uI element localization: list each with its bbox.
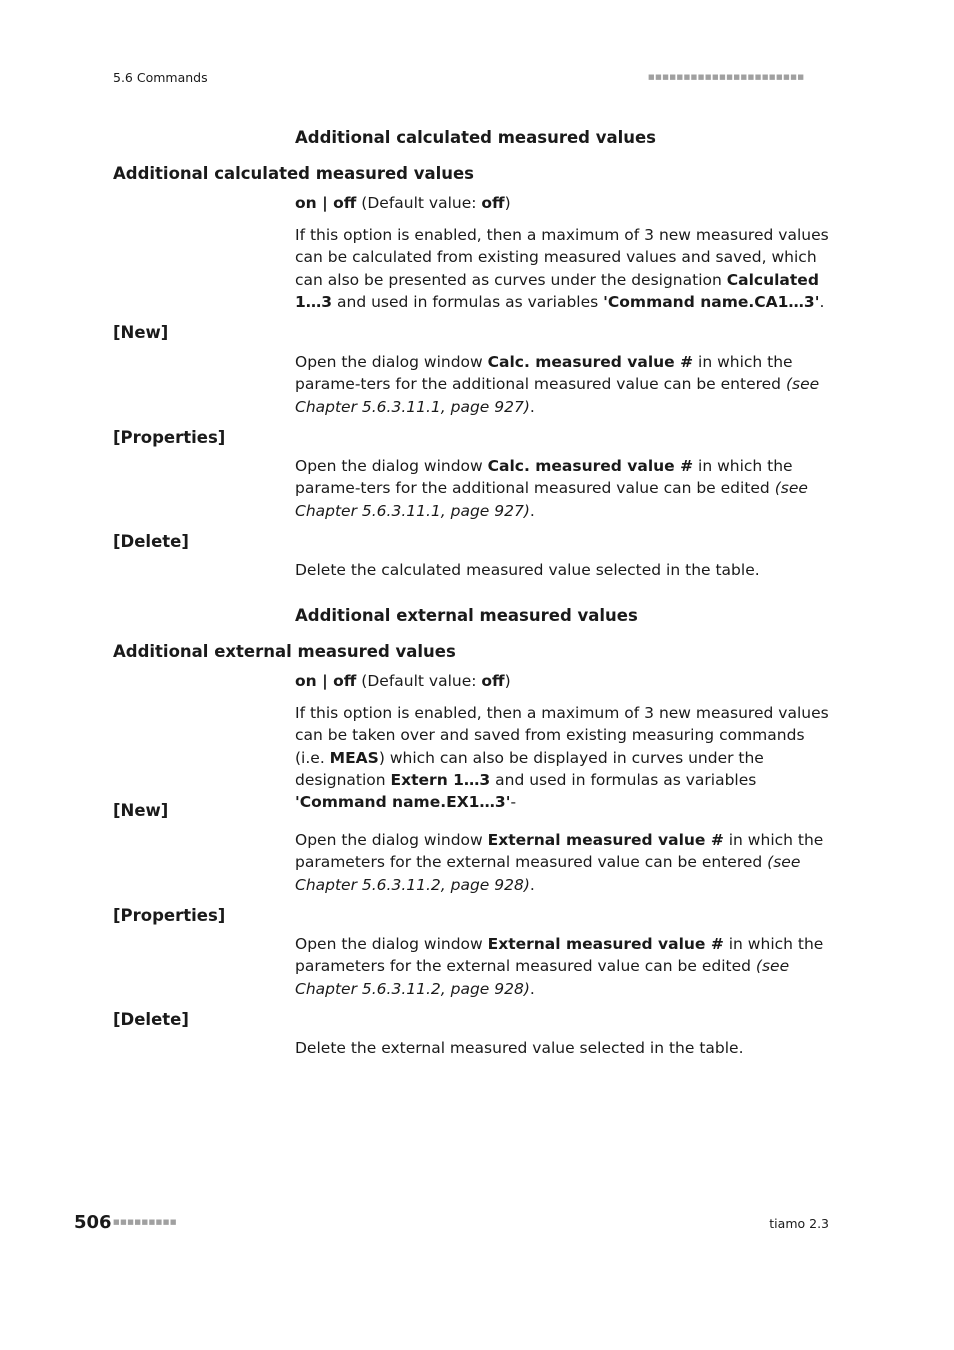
param-label-properties-external: [Properties] xyxy=(113,906,226,925)
desc-bold: Extern 1…3 xyxy=(390,770,491,789)
description-delete-external: Delete the external measured value selected in the table. xyxy=(295,1039,744,1057)
footer-decoration: ■■■■■■■■■ xyxy=(113,1218,178,1226)
desc-bold: External measured value # xyxy=(487,831,724,849)
param-label-new-external: [New] xyxy=(113,801,169,820)
desc-text: . xyxy=(529,397,535,416)
option-separator: | xyxy=(316,672,334,690)
desc-bold: Calc. measured value # xyxy=(487,457,694,475)
option-off: off xyxy=(333,194,357,212)
description-properties-external xyxy=(295,933,830,1000)
param-label-external: Additional external measured values xyxy=(113,642,456,661)
desc-text: in which the parameters for the external measured value can be entered xyxy=(295,831,824,872)
desc-text: . xyxy=(529,501,535,520)
desc-bold: External measured value # xyxy=(487,935,724,953)
param-label-new-calculated: [New] xyxy=(113,323,169,342)
desc-text: in which the parame-ters for the additional measured value can be entered xyxy=(295,353,793,394)
description-new-external xyxy=(295,829,830,896)
desc-text: . xyxy=(529,875,535,894)
desc-bold: Calculated 1…3 xyxy=(295,270,819,311)
desc-text: in which the parame-ters for the additional measured value can be edited xyxy=(295,457,793,498)
description-properties-calculated xyxy=(295,455,830,522)
desc-text: and used in formulas as variables xyxy=(332,292,604,311)
chapter-reference: (see Chapter 5.6.3.11.1, page 927) xyxy=(295,479,808,520)
desc-bold: MEAS xyxy=(329,748,379,767)
description-external xyxy=(295,702,830,813)
description-new-calculated xyxy=(295,351,830,418)
desc-text: Open the dialog window xyxy=(295,935,488,953)
desc-text: Open the dialog window xyxy=(295,353,488,371)
param-label-delete-external: [Delete] xyxy=(113,1010,189,1029)
option-external xyxy=(295,670,830,692)
chapter-reference: (see Chapter 5.6.3.11.1, page 927) xyxy=(295,375,820,416)
option-calculated xyxy=(295,192,830,214)
product-name: tiamo 2.3 xyxy=(769,1216,829,1231)
desc-text: - xyxy=(510,793,517,812)
page-number: 506 xyxy=(74,1212,112,1233)
description-delete-calculated: Delete the calculated measured value selected in the table. xyxy=(295,561,760,579)
default-close: ) xyxy=(504,194,511,212)
header-decoration: ■■■■■■■■■■■■■■■■■■■■■■ xyxy=(648,73,805,81)
desc-text: . xyxy=(819,292,825,311)
param-label-calculated: Additional calculated measured values xyxy=(113,164,475,183)
desc-text: in which the parameters for the external measured value can be edited xyxy=(295,935,824,976)
description-calculated xyxy=(295,224,830,313)
option-off: off xyxy=(333,672,357,690)
desc-text: ) which can also be displayed in curves under the designation xyxy=(295,748,764,789)
option-separator: | xyxy=(316,194,334,212)
default-value: off xyxy=(481,672,505,690)
desc-text: Open the dialog window xyxy=(295,831,488,849)
desc-text: and used in formulas as variables xyxy=(490,770,757,789)
chapter-reference: (see Chapter 5.6.3.11.2, page 928) xyxy=(295,853,801,894)
default-value: off xyxy=(481,194,505,212)
default-close: ) xyxy=(504,672,511,690)
section-title-calculated: Additional calculated measured values xyxy=(295,128,657,147)
default-prefix: (Default value: xyxy=(356,194,482,212)
desc-text: . xyxy=(529,979,535,998)
section-title-external: Additional external measured values xyxy=(295,606,638,625)
default-prefix: (Default value: xyxy=(356,672,482,690)
desc-bold: Calc. measured value # xyxy=(487,353,694,371)
desc-bold: 'Command name.CA1…3' xyxy=(603,292,820,311)
desc-text: If this option is enabled, then a maximum of 3 new measured values can be calculated from existing measured values and saved, which can also be presented as curves under the designation xyxy=(295,226,829,289)
chapter-reference: (see Chapter 5.6.3.11.2, page 928) xyxy=(295,957,790,998)
desc-bold: 'Command name.EX1…3' xyxy=(295,793,511,812)
desc-text: If this option is enabled, then a maximum of 3 new measured values can be taken over and saved from existing measuring commands (i.e. xyxy=(295,704,829,767)
option-on: on xyxy=(295,672,317,690)
param-label-delete-calculated: [Delete] xyxy=(113,532,189,551)
param-label-properties-calculated: [Properties] xyxy=(113,428,226,447)
option-on: on xyxy=(295,194,317,212)
desc-text: Open the dialog window xyxy=(295,457,488,475)
running-header-section: 5.6 Commands xyxy=(113,70,208,85)
